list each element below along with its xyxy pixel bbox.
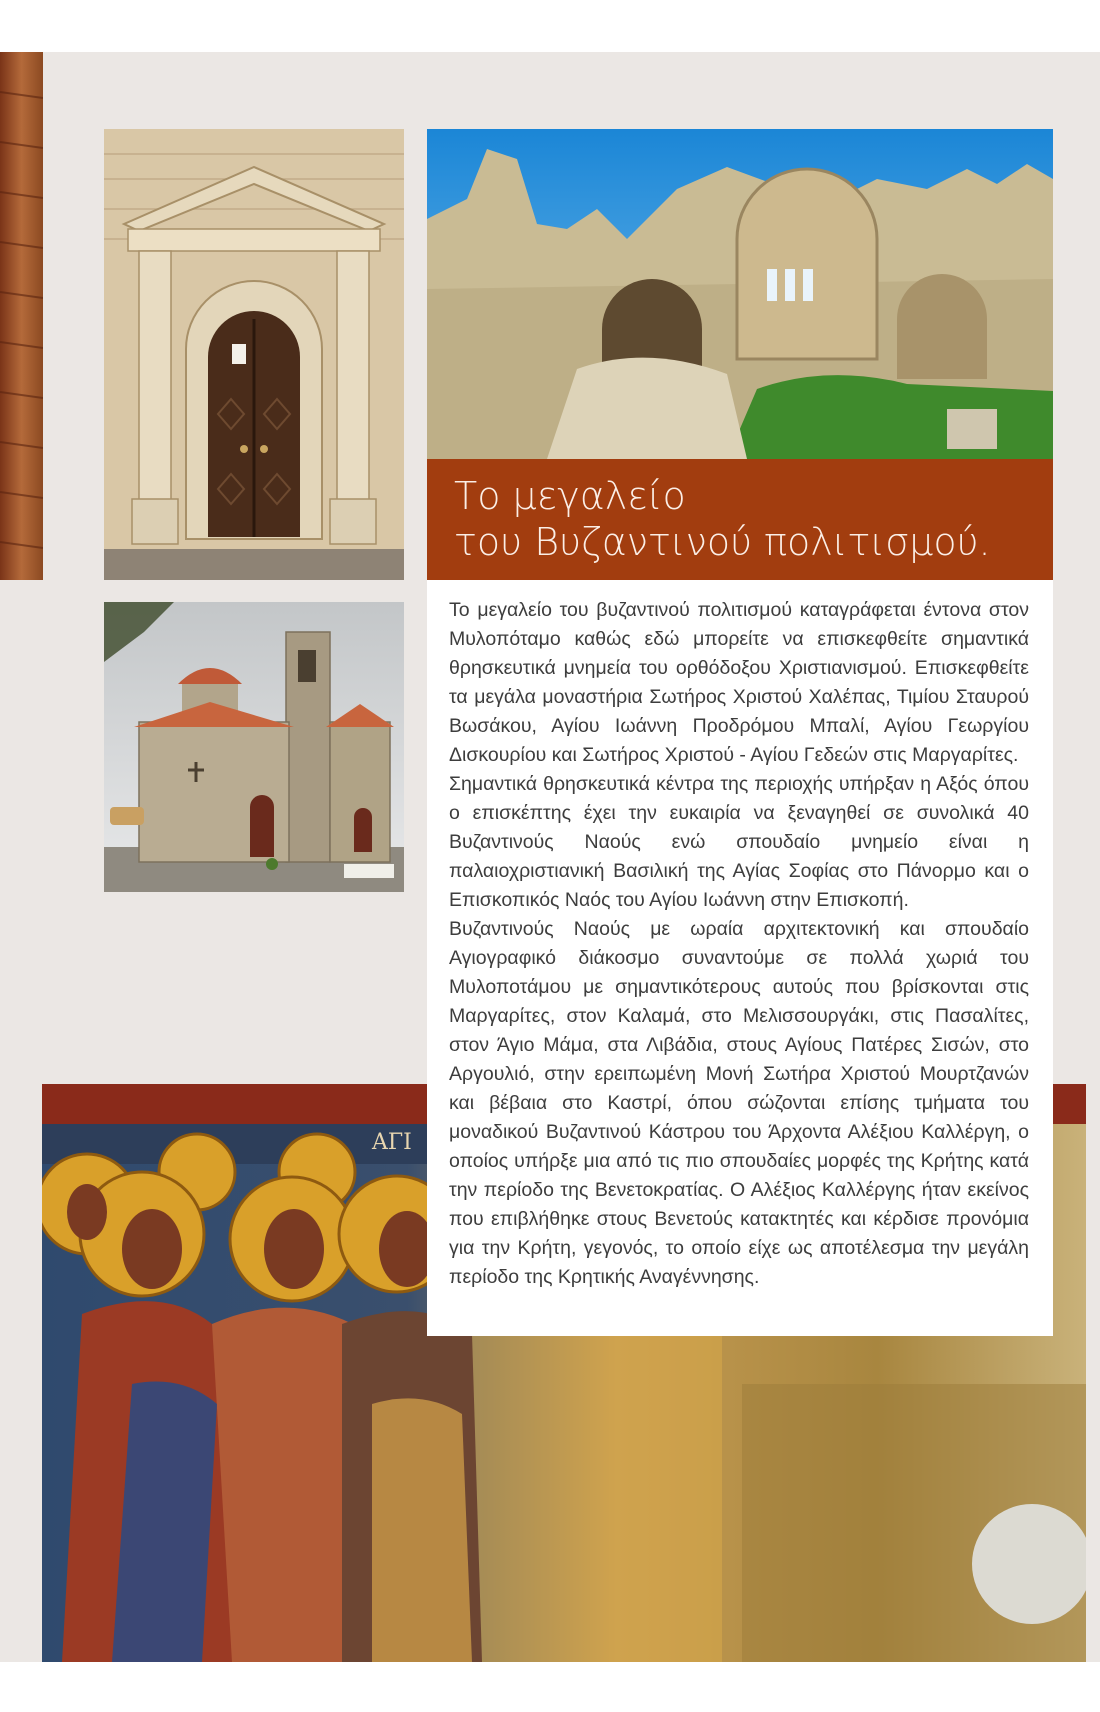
fresco-inscription: ΑΓΙ [372,1130,412,1155]
article-paragraph-1: Το μεγαλείο του βυζαντινού πολιτισμού καταγράφεται έντονα στον Μυλοπόταμο καθώς εδώ μπορείτε να επισκεφθείτε σημαντικά θρησκευτικά μνημεία του ορθόδοξου Χριστιανισμού. Επισκεφθείτε τα μεγάλα μοναστήρια Σωτήρος Χριστού Χαλέπας, Τιμίου Σταυρού Βωσάκου, Αγίου Ιωάννη Προδρόμου Μπαλί, Αγίου Γεωργίου Δισκουρίου και Σωτήρος Χριστού - Αγίου Γεδεών στις Μαργαρίτες. [449,599,1029,766]
monastery-portal-photo [104,129,404,580]
article-title-line-2: του Βυζαντινού πολιτισμού. [454,520,991,564]
left-edge-photo-strip [0,52,43,580]
article-paragraph-2: Σημαντικά θρησκευτικά κέντρα της περιοχής υπήρξαν η Αξός όπου ο επισκέπτης έχει την ευκαιρία να ξεναγηθεί σε συνολικά 40 Βυζαντινούς Ναούς ενώ σπουδαίο μνημείο είναι η παλαιοχριστιανική Βασιλική της Αγίας Σοφίας στο Πάνορμο και ο Επισκοπικός Ναός του Αγίου Ιωάννη στην Επισκοπή. [449,773,1029,911]
article-title-band [427,459,1053,580]
article-paragraph-3: Βυζαντινούς Ναούς με ωραία αρχιτεκτονική και σπουδαίο Αγιογραφικό διάκοσμο συναντούμε σε πολλά χωριά του Μυλοποτάμου με σημαντικότερους αυτούς που βρίσκονται στις Μαργαρίτες, στον Καλαμά, στο Μελισσουργάκι, στις Πασαλίτες, στον Άγιο Μάμα, στα Λιβάδια, στους Αγίους Πατέρες Σισών, στο Αργουλιό, στην ερειπωμένη Μονή Σωτήρα Χριστού Μουρτζανών και βέβαια στο Καστρί, όπου σώζονται επίσης τμήματα του μοναδικού Βυζαντινού Κάστρου του Άρχοντα Αλέξιου Καλλέργη, ο οποίος υπήρξε μια από τις πιο σπουδαίες μορφές της Κρήτης κατά την περίοδο της Βενετοκρατίας. Ο Αλέξιος Καλλέργης ήταν εκείνος που επιβλήθηκε στους Βενετούς κατακτητές και κέρδισε προνόμια για την Κρήτη, γεγονός, το οποίο είχε ως αποτέλεσμα την μεγάλη περίοδο της Κρητικής Αναγέννησης. [449,918,1029,1288]
article-title-line-1: Το μεγαλείο [454,474,686,518]
article-text-box [427,580,1053,1336]
stone-chapel-photo [104,602,404,892]
byzantine-ruins-photo [427,129,1053,459]
